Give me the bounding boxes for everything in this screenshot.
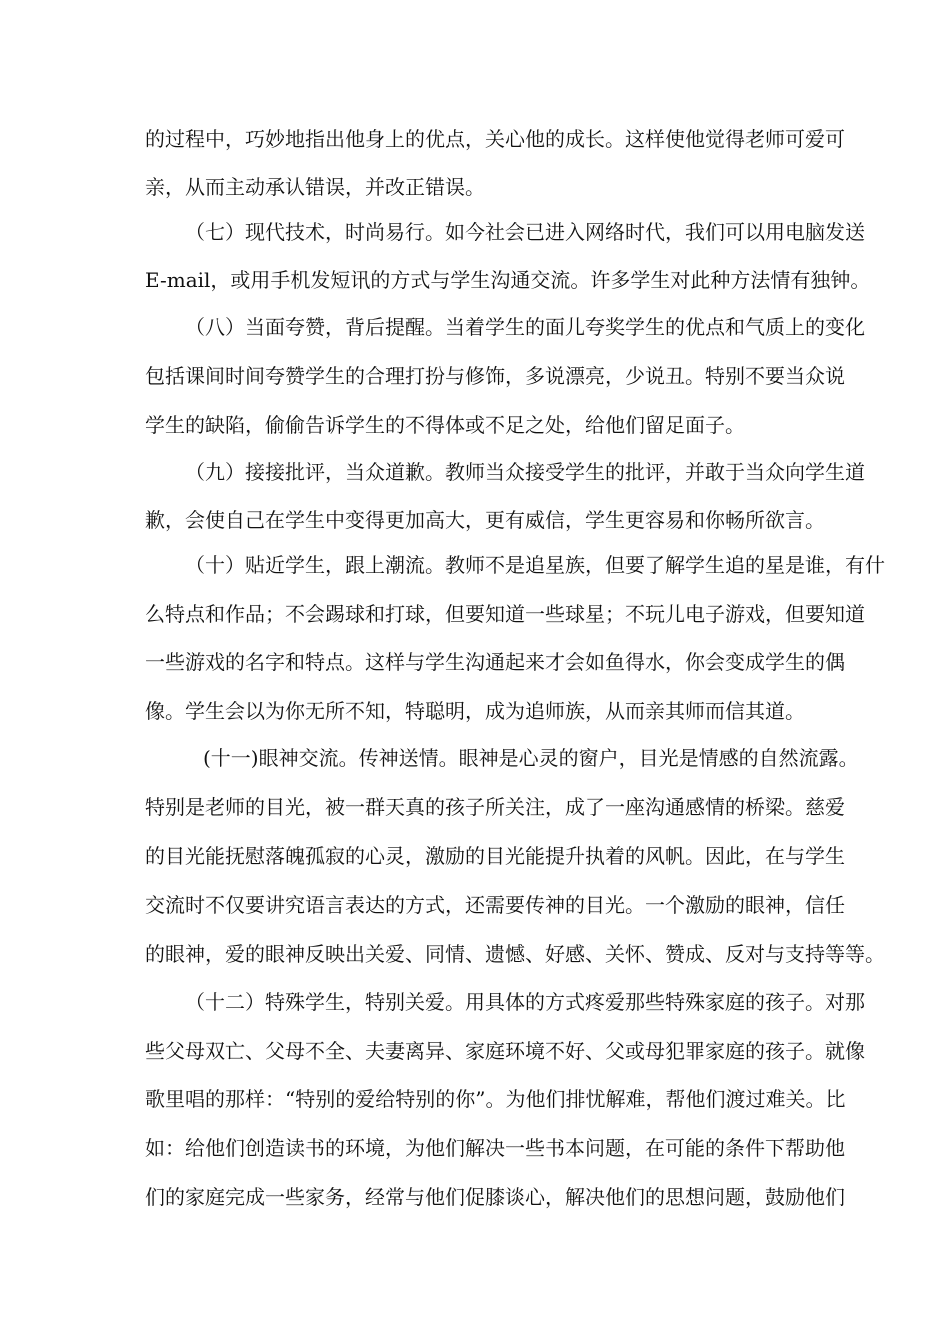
text-line: 特别是老师的目光，被一群天真的孩子所关注，成了一座沟通感情的桥梁。慈爱: [145, 795, 845, 819]
text-line: 像。学生会以为你无所不知，特聪明，成为追师族，从而亲其师而信其道。: [145, 699, 805, 723]
text-line: （八）当面夸赞，背后提醒。当着学生的面儿夸奖学生的优点和气质上的变化: [185, 315, 865, 339]
text-line: 交流时不仅要讲究语言表达的方式，还需要传神的目光。一个激励的眼神，信任: [145, 893, 845, 917]
text-line: 们的家庭完成一些家务，经常与他们促膝谈心，解决他们的思想问题，鼓励他们: [145, 1185, 845, 1209]
text-line: (十一)眼神交流。传神送情。眼神是心灵的窗户，目光是情感的自然流露。: [203, 746, 859, 770]
text-line: 如：给他们创造读书的环境，为他们解决一些书本问题，在可能的条件下帮助他: [145, 1136, 845, 1160]
text-line: 一些游戏的名字和特点。这样与学生沟通起来才会如鱼得水，你会变成学生的偶: [145, 650, 845, 674]
text-line: （十）贴近学生，跟上潮流。教师不是追星族，但要了解学生追的星是谁，有什: [185, 553, 885, 577]
text-line: 歌里唱的那样：“特别的爱给特别的你”。为他们排忧解难，帮他们渡过难关。比: [145, 1087, 846, 1111]
text-line: 么特点和作品；不会踢球和打球，但要知道一些球星；不玩儿电子游戏，但要知道: [145, 602, 865, 626]
text-line: （十二）特殊学生，特别关爱。用具体的方式疼爱那些特殊家庭的孩子。对那: [185, 990, 865, 1014]
text-line: 包括课间时间夸赞学生的合理打扮与修饰，多说漂亮，少说丑。特别不要当众说: [145, 364, 845, 388]
text-line: E-mail，或用手机发短讯的方式与学生沟通交流。许多学生对此种方法情有独钟。: [145, 268, 871, 292]
text-line: （九）接接批评，当众道歉。教师当众接受学生的批评，并敢于当众向学生道: [185, 460, 865, 484]
text-line: 的目光能抚慰落魄孤寂的心灵，激励的目光能提升执着的风帆。因此，在与学生: [145, 844, 845, 868]
text-line: 亲，从而主动承认错误，并改正错误。: [145, 175, 485, 199]
text-line: （七）现代技术，时尚易行。如今社会已进入网络时代，我们可以用电脑发送: [185, 220, 865, 244]
text-line: 的眼神，爱的眼神反映出关爱、同情、遗憾、好感、关怀、赞成、反对与支持等等。: [145, 942, 885, 966]
text-line: 的过程中，巧妙地指出他身上的优点，关心他的成长。这样使他觉得老师可爱可: [145, 127, 845, 151]
text-line: 些父母双亡、父母不全、夫妻离异、家庭环境不好、父或母犯罪家庭的孩子。就像: [145, 1039, 865, 1063]
text-line: 歉，会使自己在学生中变得更加高大，更有威信，学生更容易和你畅所欲言。: [145, 508, 825, 532]
text-line: 学生的缺陷，偷偷告诉学生的不得体或不足之处，给他们留足面子。: [145, 413, 745, 437]
